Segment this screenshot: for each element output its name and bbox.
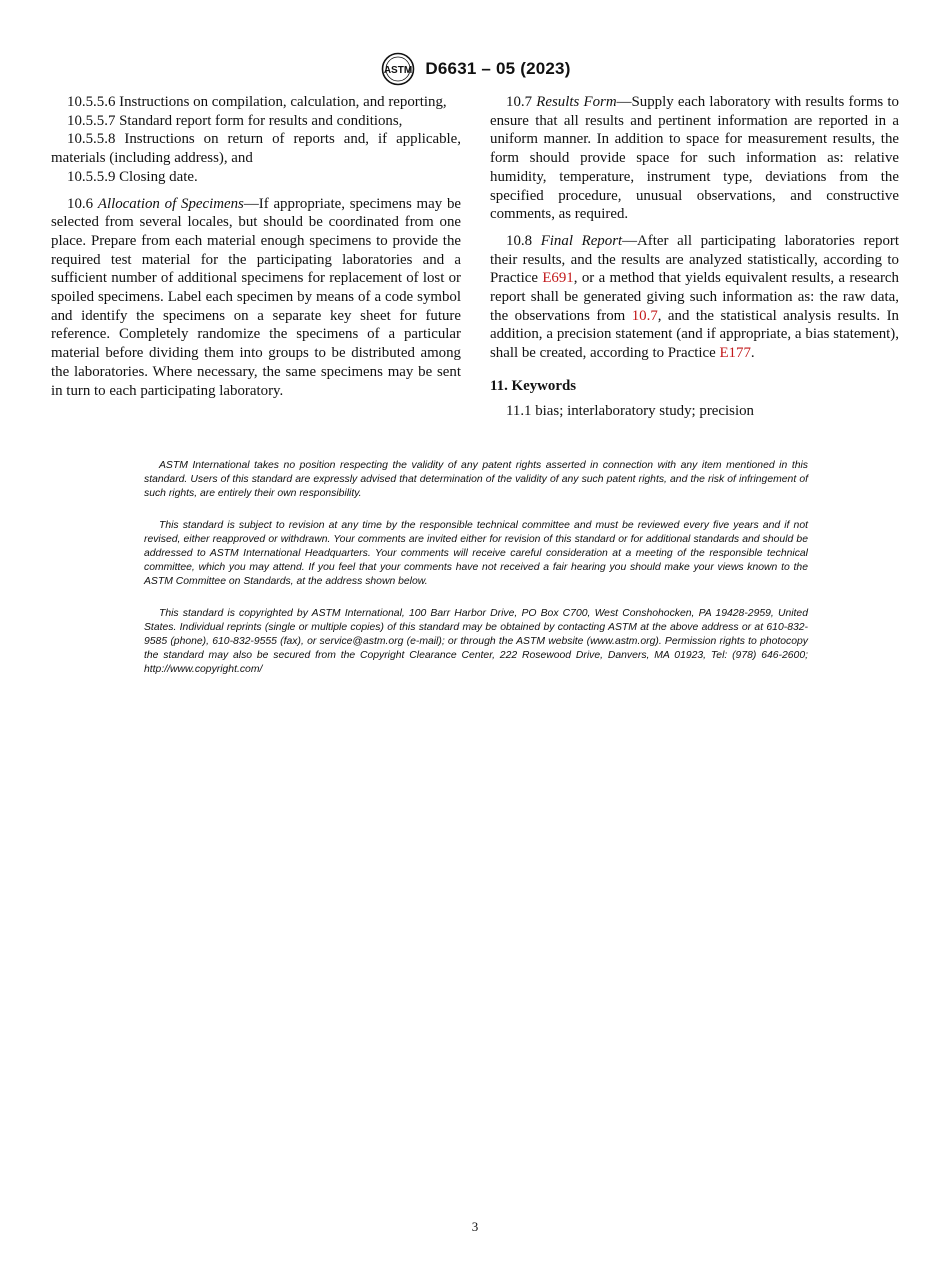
legal-notices <box>144 459 808 695</box>
list-item: 10.5.5.8 Instructions on return of reports and, if applicable, materials (including address), and <box>51 131 461 167</box>
section-heading-keywords: 11. Keywords <box>490 377 577 394</box>
paragraph-10-7 <box>490 93 899 224</box>
paragraph-text: —If appropriate, specimens may be selected from several locales, but should be coordinated from one place. Prepare from each material enough specimens to provide the required test material for the participating laboratories and a sufficient number of additional specimens for replacement of lost or spoiled specimens. Label each specimen by means of a code symbol and identify the specimens on a separate key sheet for future reference. Completely randomize the specimens of a particular material before dividing them into groups to be distributed among the laboratories. Where necessary, the same specimens may be sent in turn to each participating laboratory. <box>51 195 461 399</box>
list-item: 10.5.5.9 Closing date. <box>67 168 198 185</box>
section-title: Allocation of Specimens <box>97 195 244 212</box>
page-number: 3 <box>471 1219 479 1234</box>
section-number: 10.6 <box>67 195 98 212</box>
reference-link-10-7[interactable]: 10.7 <box>631 307 658 324</box>
copyright-notice: This standard is copyrighted by ASTM International, 100 Barr Harbor Drive, PO Box C700, West Conshohocken, PA 19428-2959, United States. Individual reprints (single or multiple copies) of this standard may be obtained by contacting ASTM at the above address or at 610-832-9585 (phone), 610-832-9555 (fax), or service@astm.org (e-mail); or through the ASTM website (www.astm.org). Permission rights to photocopy the standard may also be secured from the Copyright Clearance Center, 222 Rosewood Drive, Danvers, MA 01923, Tel: (978) 646-2600; http://www.copyright.com/ <box>144 608 808 675</box>
reference-link-e691[interactable]: E691 <box>542 270 574 287</box>
paragraph-10-8 <box>490 232 899 363</box>
patent-notice: ASTM International takes no position respecting the validity of any patent rights asserted in connection with any item mentioned in this standard. Users of this standard are expressly advised that determination of the validity of any such patent rights, and the risk of infringement of such rights, are entirely their own responsibility. <box>144 460 808 499</box>
section-title: Final Report <box>540 232 623 249</box>
paragraph-text: , and the statistical analysis results. In addition, a precision statement (and if appropriate, a bias statement), shall be created, according to Practice <box>490 307 899 362</box>
paragraph-10-6 <box>51 195 461 401</box>
section-title: Results Form <box>536 94 617 110</box>
document-designation: D6631 – 05 (2023) <box>425 59 571 78</box>
paragraph-text: —After all participating laboratories report their results, and the results are analyzed statistically, according to Practice <box>490 232 899 287</box>
paragraph-text: . <box>750 345 755 362</box>
revision-notice: This standard is subject to revision at any time by the responsible technical committee and must be reviewed every five years and if not revised, either reapproved or withdrawn. Your comments are invited either for revision of this standard or for additional standards and should be addressed to ASTM International Headquarters. Your comments will receive careful consideration at a meeting of the responsible technical committee, which you may attend. If you feel that your comments have not received a fair hearing you should make your views known to the ASTM Committee on Standards, at the address shown below. <box>144 520 808 587</box>
page-header <box>0 52 950 86</box>
right-column <box>490 93 899 420</box>
section-number: 10.7 <box>506 94 537 110</box>
paragraph-text: —Supply each laboratory with results forms to ensure that all results and pertinent information are reported in a uniform manner. In addition to space for measurement results, the form should provide space for such information as: relative humidity, temperature, instrument type, deviations from the specified procedure, unusual observations, and constructive comments, as required. <box>490 94 900 223</box>
list-item: 10.5.5.7 Standard report form for results and conditions, <box>67 112 403 129</box>
reference-link-e177[interactable]: E177 <box>719 345 751 362</box>
list-item: 10.5.5.6 Instructions on compilation, calculation, and reporting, <box>67 94 447 110</box>
paragraph-text: , or a method that yields equivalent results, a research report shall be generated giving such information as: the raw data, the observations from <box>490 270 899 324</box>
keywords-item: 11.1 bias; interlaboratory study; precision <box>506 402 754 419</box>
logo-text: ASTM <box>384 65 413 76</box>
astm-logo-icon <box>379 52 417 86</box>
section-number: 10.8 <box>506 232 541 249</box>
left-column <box>51 93 461 400</box>
